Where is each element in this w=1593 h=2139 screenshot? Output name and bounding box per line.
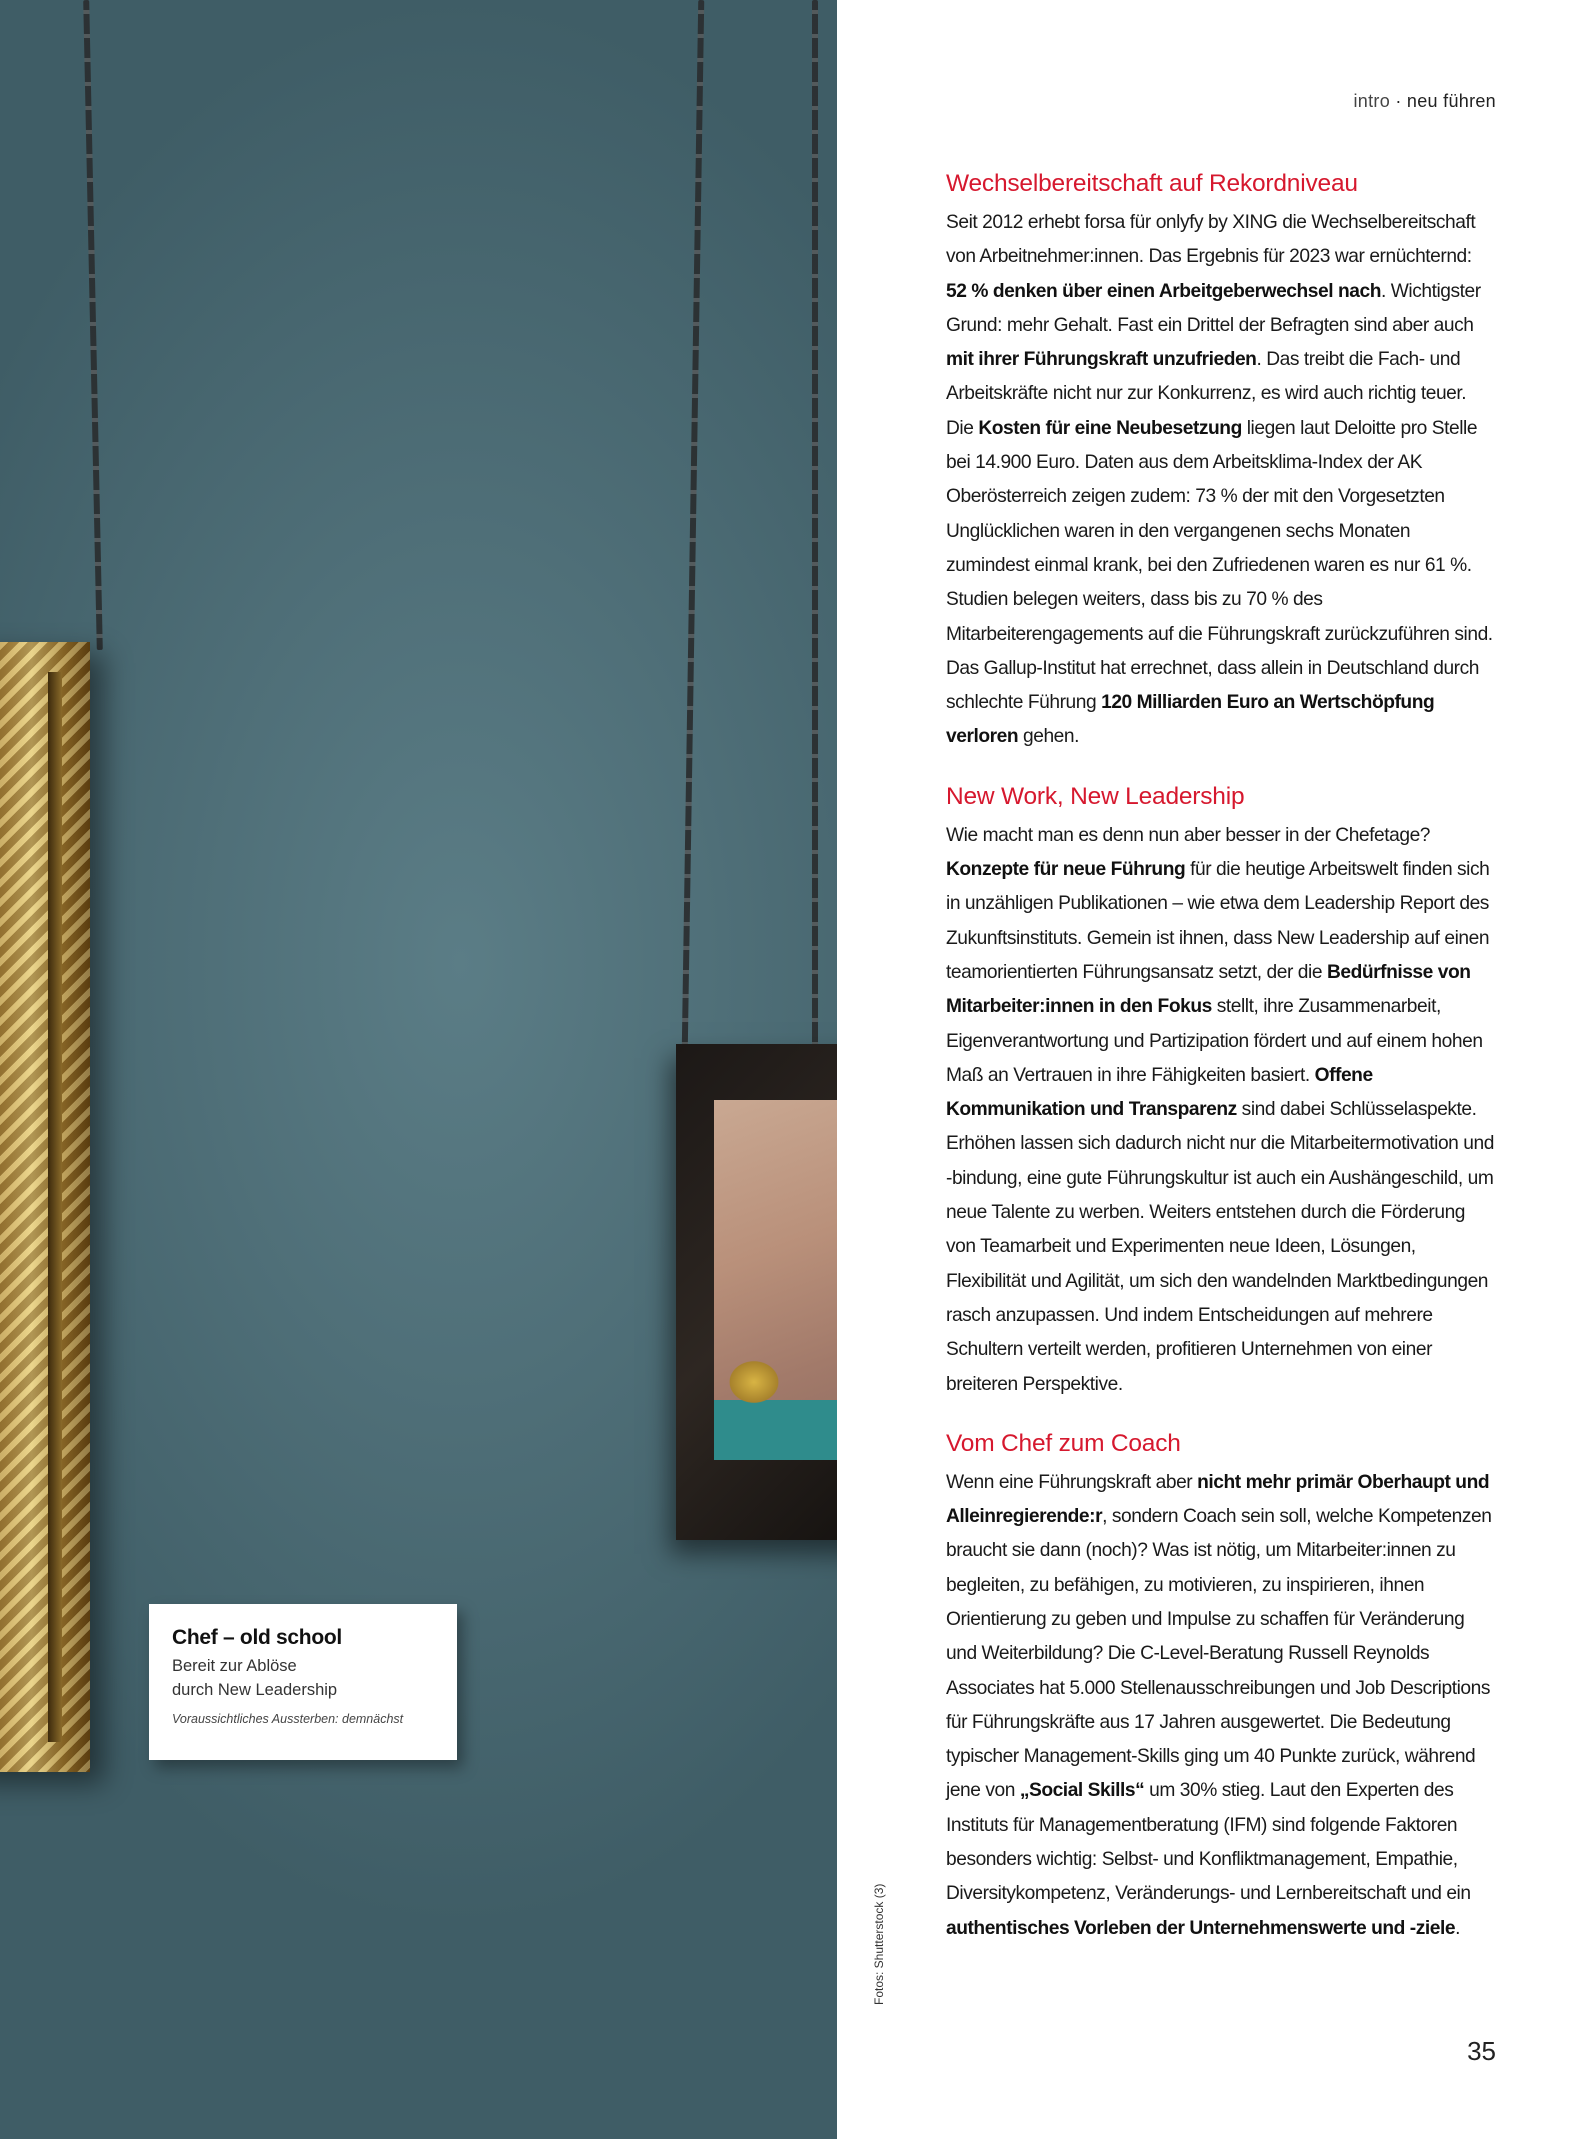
hanging-chain-right xyxy=(812,0,818,1050)
section-heading: Vom Chef zum Coach xyxy=(946,1429,1181,1457)
running-head-section: intro xyxy=(1353,91,1390,111)
highlight-text: Kosten für eine Neubesetzung xyxy=(978,417,1242,439)
section-paragraph xyxy=(946,819,1496,1402)
running-head-separator: · xyxy=(1395,91,1402,111)
ornate-gold-frame xyxy=(0,642,90,1772)
body-text: . Das treibt die Fach- und Arbeitskräfte nicht nur zur Konkurrenz, es wird auch richtig teuer. Die xyxy=(946,349,1467,439)
highlight-text: Bedürfnisse von Mitarbeiter:innen in den Fokus xyxy=(946,961,1471,1018)
body-text: sind dabei Schlüsselaspekte. Erhöhen lassen sich dadurch nicht nur die Mitarbeitermotivation und -bindung, eine gute Führungskultur ist auch ein Aushängeschild, um neue Talente zu werben. Weiters entstehen durch die Förderung von Teamarbeit und Experimenten neue Ideen, Lösungen, Flexibilität und Agilität, um sich den wandelnden Marktbedingungen rasch anzupassen. Und indem Entscheidungen auf mehrere Schultern verteilt werden, profitieren Unternehmen von einer breiteren Perspektive. xyxy=(946,1099,1494,1395)
section-heading: New Work, New Leadership xyxy=(946,782,1245,810)
running-head xyxy=(1353,91,1496,112)
section-heading: Wechselbereitschaft auf Rekordniveau xyxy=(946,170,1358,197)
hanging-chain-middle xyxy=(682,0,704,1050)
label-subtitle xyxy=(172,1654,437,1702)
body-text: für die heutige Arbeitswelt finden sich in unzähligen Publikationen – wie etwa dem Leadership Report des Zukunftsinstituts. Gemein ist ihnen, dass New Leadership auf einen teamorientierten Führungsansatz setzt, der die xyxy=(946,859,1490,983)
page-number: 35 xyxy=(1467,2036,1496,2066)
highlight-text: authentisches Vorleben der Unternehmenswerte und -ziele xyxy=(946,1917,1456,1939)
body-text: , sondern Coach sein soll, welche Kompetenzen braucht sie dann (noch)? Was ist nötig, um Mitarbeiter:innen zu begleiten, zu befähigen, zu motivieren, zu inspirieren, ihnen Orientierung zu geben und Impulse zu schaffen für Veränderung und Weiterbildung? Die C-Level-Beratung Russell Reynolds Associates hat 5.000 Stellenausschreibungen und Job Descriptions für Führungskräfte aus 17 Jahren ausgewertet. Die Bedeutung typischer Management-Skills ging um 40 Punkte zurück, während jene von xyxy=(946,1506,1492,1802)
dark-wood-frame xyxy=(676,1044,837,1540)
body-text: . Wichtigster Grund: mehr Gehalt. Fast ein Drittel der Befragten sind aber auch xyxy=(946,280,1481,336)
label-note: Voraussichtliches Aussterben: demnächst xyxy=(172,1712,404,1726)
hanging-chain-left xyxy=(83,0,103,650)
body-text: stellt, ihre Zusammenarbeit, Eigenverantwortung und Partizipation fördert und auf einem hohen Maß an Vertrauen in ihre Fähigkeiten basiert. xyxy=(946,996,1483,1086)
frame-inner-edge xyxy=(48,672,62,1742)
highlight-text: mit ihrer Führungskraft unzufrieden xyxy=(946,349,1257,371)
article-body xyxy=(946,166,1496,1970)
highlight-text: 120 Milliarden Euro an Wertschöpfung verloren xyxy=(946,692,1435,748)
highlight-text: 52 % denken über einen Arbeitgeberwechsel nach xyxy=(946,280,1381,302)
highlight-text: „Social Skills“ xyxy=(1019,1780,1145,1802)
label-title: Chef – old school xyxy=(172,1626,342,1649)
body-text: um 30% stieg. Laut den Experten des Instituts für Managementberatung (IFM) sind folgende Faktoren besonders wichtig: Selbst- und Konfliktmanagement, Empathie, Diversitykompetenz, Veränderungs- und Lernbereitschaft und ein xyxy=(946,1780,1471,1905)
article-section xyxy=(946,779,1496,1402)
photo-credit: Fotos: Shutterstock (3) xyxy=(872,1883,886,2005)
article-section xyxy=(946,166,1496,755)
highlight-text: Offene Kommunikation und Transparenz xyxy=(946,1064,1373,1121)
section-paragraph xyxy=(946,1466,1496,1946)
museum-label-card xyxy=(149,1604,457,1760)
label-subtitle-line2: durch New Leadership xyxy=(172,1681,338,1699)
body-text: gehen. xyxy=(1018,726,1079,748)
body-text: . xyxy=(1455,1917,1460,1939)
body-text: Seit 2012 erhebt forsa für onlyfy by XING die Wechselbereitschaft von Arbeitnehmer:innen. Das Ergebnis für 2023 war ernüchternd: xyxy=(946,212,1476,268)
highlight-text: Konzepte für neue Führung xyxy=(946,859,1186,881)
highlight-text: nicht mehr primär Oberhaupt und Alleinregierende:r xyxy=(946,1471,1490,1528)
body-text: liegen laut Deloitte pro Stelle bei 14.900 Euro. Daten aus dem Arbeitsklima-Index der AK Oberösterreich zeigen zudem: 73 % der mit den Vorgesetzten Unglücklichen waren in den vergangenen sechs Monaten zumindest einmal krank, bei den Zufriedenen waren es nur 61 %. Studien belegen weiters, dass bis zu 70 % des Mitarbeiterengagements auf die Führungskraft zurückzuführen sind. Das Gallup-Institut hat errechnet, dass allein in Deutschland durch schlechte Führung xyxy=(946,417,1493,714)
body-text: Wenn eine Führungskraft aber xyxy=(946,1471,1198,1493)
framed-painting xyxy=(714,1100,837,1460)
running-head-title: neu führen xyxy=(1406,91,1496,111)
section-paragraph xyxy=(946,206,1496,755)
article-section xyxy=(946,1426,1496,1946)
label-subtitle-line1: Bereit zur Ablöse xyxy=(172,1657,297,1675)
body-text: Wie macht man es denn nun aber besser in der Chefetage? xyxy=(946,824,1431,846)
